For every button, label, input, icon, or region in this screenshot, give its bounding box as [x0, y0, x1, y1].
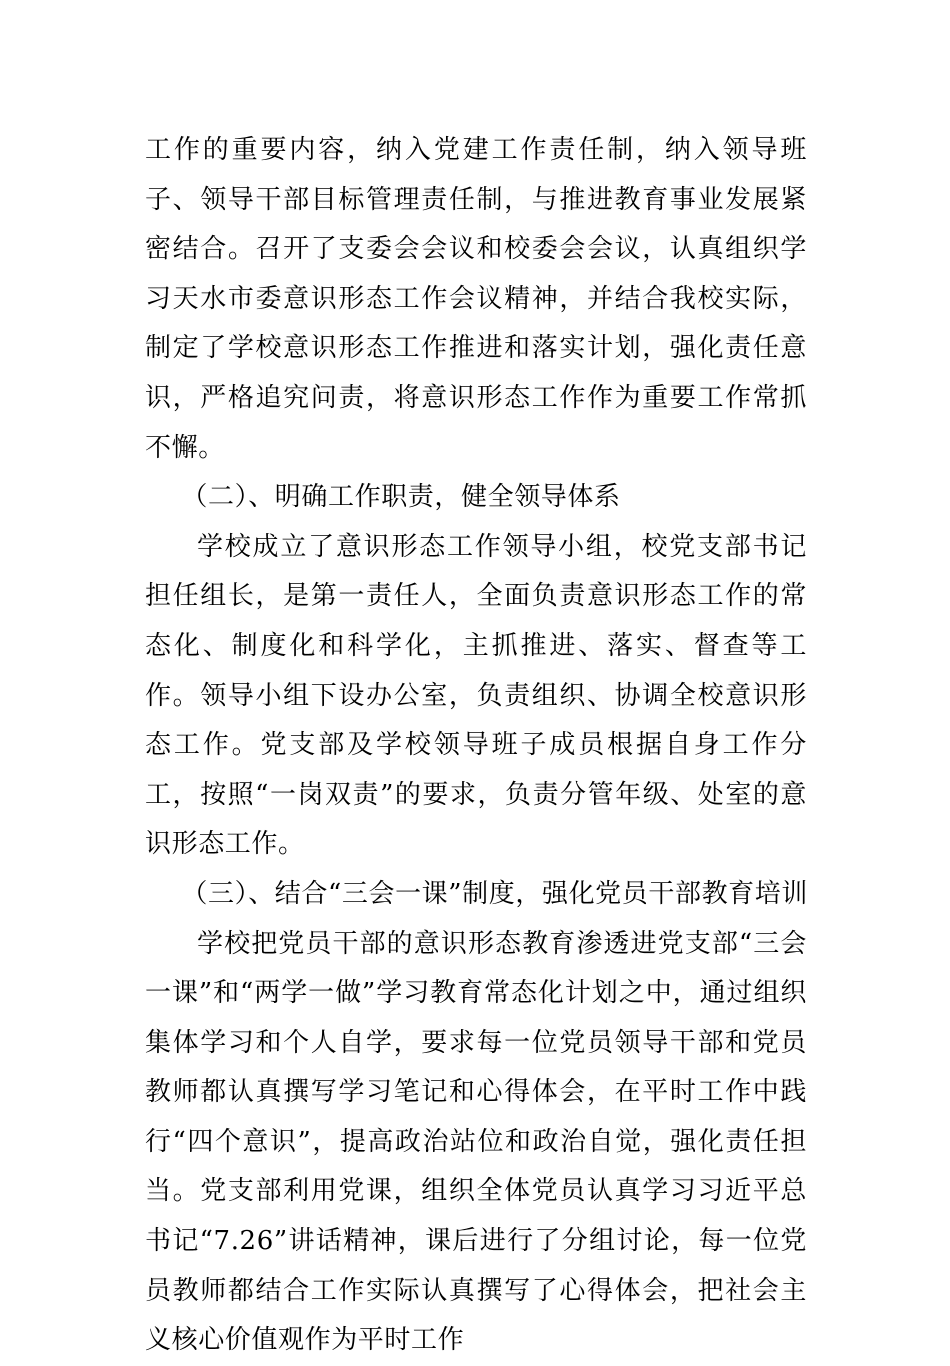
document-body: [145, 126, 807, 1366]
paragraph-responsibility-system: 工作的重要内容，纳入党建工作责任制，纳入领导班子、领导干部目标管理责任制，与推进教育事业发展紧密结合。召开了支委会会议和校委会会议，认真组织学习天水市委意识形态工作会议精神，并结合我校实际，制定了学校意识形态工作推进和落实计划，强化责任意识，严格追究问责，将意识形态工作作为重要工作常抓不懈。: [145, 135, 807, 463]
paragraph-party-education: 学校把党员干部的意识形态教育渗透进党支部“三会一课”和“两学一做”学习教育常态化计划之中，通过组织集体学习和个人自学，要求每一位党员领导干部和党员教师都认真撰写学习笔记和心得体会，在平时工作中践行“四个意识”，提高政治站位和政治自觉，强化责任担当。党支部利用党课，组织全体党员认真学习习近平总书记“7.26”讲话精神，课后进行了分组讨论，每一位党员教师都结合工作实际认真撰写了心得体会，把社会主义核心价值观作为平时工作: [145, 928, 807, 1356]
section-heading-2: （二）、明确工作职责，健全领导体系: [181, 482, 621, 513]
section-heading-3: （三）、结合“三会一课”制度，强化党员干部教育培训: [181, 878, 808, 909]
paragraph-leadership-group: 学校成立了意识形态工作领导小组，校党支部书记担任组长，是第一责任人，全面负责意识形态工作的常态化、制度化和科学化，主抓推进、落实、督查等工作。领导小组下设办公室，负责组织、协调全校意识形态工作。党支部及学校领导班子成员根据自身工作分工，按照“一岗双责”的要求，负责分管年级、处室的意识形态工作。: [145, 531, 807, 860]
